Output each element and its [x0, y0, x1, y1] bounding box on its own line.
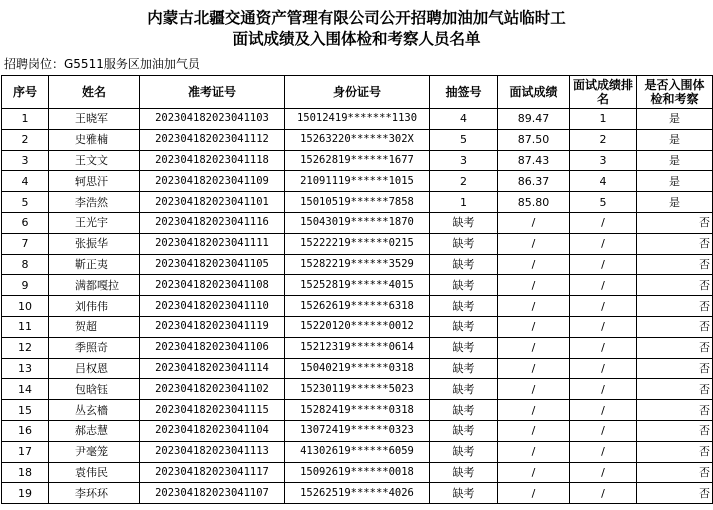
cell-score-rank: / [570, 337, 637, 358]
cell-id-card: 15263220******302X [285, 129, 430, 150]
cell-name: 郝志慧 [49, 420, 140, 441]
cell-interview-score: / [498, 358, 570, 379]
cell-selected: 否 [637, 358, 713, 379]
cell-name: 李环环 [49, 483, 140, 504]
cell-score-rank: / [570, 483, 637, 504]
cell-score-rank: / [570, 254, 637, 275]
cell-selected: 否 [637, 483, 713, 504]
cell-interview-score: 87.50 [498, 129, 570, 150]
cell-score-rank: / [570, 212, 637, 233]
cell-draw-number: 缺考 [430, 483, 498, 504]
cell-id-card: 41302619******6059 [285, 441, 430, 462]
cell-name: 刘伟伟 [49, 296, 140, 317]
cell-score-rank: / [570, 420, 637, 441]
cell-selected: 否 [637, 316, 713, 337]
cell-exam-id: 202304182023041111 [140, 233, 285, 254]
cell-exam-id: 202304182023041113 [140, 441, 285, 462]
position-label: 招聘岗位：G5511服务区加油加气员 [4, 57, 200, 71]
cell-score-rank: / [570, 296, 637, 317]
cell-interview-score: / [498, 379, 570, 400]
cell-exam-id: 202304182023041118 [140, 150, 285, 171]
header-no: 序号 [2, 76, 49, 109]
table-row [2, 400, 713, 421]
cell-draw-number: 4 [430, 109, 498, 130]
cell-score-rank: / [570, 441, 637, 462]
cell-draw-number: 缺考 [430, 358, 498, 379]
header-interview-score: 面试成绩 [498, 76, 570, 109]
table-row [2, 212, 713, 233]
cell-interview-score: / [498, 462, 570, 483]
cell-exam-id: 202304182023041116 [140, 212, 285, 233]
cell-no: 4 [2, 171, 49, 192]
cell-no: 14 [2, 379, 49, 400]
cell-id-card: 15040219******0318 [285, 358, 430, 379]
cell-selected: 否 [637, 462, 713, 483]
cell-interview-score: 85.80 [498, 192, 570, 213]
cell-name: 王晓军 [49, 109, 140, 130]
cell-name: 袁伟民 [49, 462, 140, 483]
cell-id-card: 15230119******5023 [285, 379, 430, 400]
cell-exam-id: 202304182023041106 [140, 337, 285, 358]
cell-exam-id: 202304182023041102 [140, 379, 285, 400]
cell-name: 史雅楠 [49, 129, 140, 150]
table-header-row [2, 76, 713, 109]
cell-interview-score: / [498, 400, 570, 421]
cell-exam-id: 202304182023041112 [140, 129, 285, 150]
cell-id-card: 15222219******0215 [285, 233, 430, 254]
cell-no: 16 [2, 420, 49, 441]
cell-interview-score: / [498, 316, 570, 337]
table-row [2, 316, 713, 337]
cell-interview-score: / [498, 483, 570, 504]
cell-id-card: 15262619******6318 [285, 296, 430, 317]
cell-exam-id: 202304182023041105 [140, 254, 285, 275]
cell-draw-number: 缺考 [430, 379, 498, 400]
cell-interview-score: / [498, 441, 570, 462]
cell-no: 17 [2, 441, 49, 462]
cell-interview-score: / [498, 254, 570, 275]
cell-name: 王光宇 [49, 212, 140, 233]
document-title-line2: 面试成绩及入围体检和考察人员名单 [232, 29, 481, 48]
table-row [2, 129, 713, 150]
cell-selected: 否 [637, 420, 713, 441]
cell-interview-score: 89.47 [498, 109, 570, 130]
cell-no: 9 [2, 275, 49, 296]
cell-id-card: 15043019******1870 [285, 212, 430, 233]
cell-selected: 否 [637, 337, 713, 358]
cell-no: 19 [2, 483, 49, 504]
cell-score-rank: 3 [570, 150, 637, 171]
cell-id-card: 13072419******0323 [285, 420, 430, 441]
document-title-line1: 内蒙古北疆交通资产管理有限公司公开招聘加油加气站临时工 [147, 8, 566, 27]
cell-score-rank: / [570, 275, 637, 296]
table-row [2, 254, 713, 275]
header-selected: 是否入围体检和考察 [637, 76, 713, 109]
cell-selected: 否 [637, 296, 713, 317]
cell-name: 李浩然 [49, 192, 140, 213]
cell-score-rank: / [570, 358, 637, 379]
cell-interview-score: / [498, 420, 570, 441]
cell-no: 5 [2, 192, 49, 213]
cell-interview-score: / [498, 212, 570, 233]
table-row [2, 441, 713, 462]
cell-score-rank: 1 [570, 109, 637, 130]
cell-no: 2 [2, 129, 49, 150]
cell-interview-score: / [498, 337, 570, 358]
cell-score-rank: 5 [570, 192, 637, 213]
header-score-rank: 面试成绩排名 [570, 76, 637, 109]
cell-selected: 否 [637, 212, 713, 233]
table-row [2, 296, 713, 317]
table-row [2, 379, 713, 400]
header-draw-number: 抽签号 [430, 76, 498, 109]
cell-score-rank: 4 [570, 171, 637, 192]
cell-no: 1 [2, 109, 49, 130]
table-row [2, 150, 713, 171]
cell-interview-score: 87.43 [498, 150, 570, 171]
cell-interview-score: / [498, 275, 570, 296]
cell-exam-id: 202304182023041101 [140, 192, 285, 213]
cell-draw-number: 1 [430, 192, 498, 213]
cell-interview-score: / [498, 233, 570, 254]
header-name: 姓名 [49, 76, 140, 109]
cell-id-card: 15282419******0318 [285, 400, 430, 421]
cell-score-rank: / [570, 462, 637, 483]
cell-draw-number: 5 [430, 129, 498, 150]
cell-selected: 是 [637, 171, 713, 192]
cell-id-card: 15262519******4026 [285, 483, 430, 504]
cell-selected: 否 [637, 400, 713, 421]
cell-exam-id: 202304182023041108 [140, 275, 285, 296]
cell-no: 11 [2, 316, 49, 337]
cell-score-rank: 2 [570, 129, 637, 150]
cell-draw-number: 缺考 [430, 296, 498, 317]
cell-draw-number: 缺考 [430, 233, 498, 254]
cell-draw-number: 2 [430, 171, 498, 192]
cell-name: 季照奇 [49, 337, 140, 358]
table-row [2, 192, 713, 213]
table-row [2, 420, 713, 441]
header-id-card: 身份证号 [285, 76, 430, 109]
cell-draw-number: 缺考 [430, 316, 498, 337]
cell-exam-id: 202304182023041103 [140, 109, 285, 130]
cell-no: 15 [2, 400, 49, 421]
cell-name: 靳正夷 [49, 254, 140, 275]
cell-id-card: 15010519******7858 [285, 192, 430, 213]
cell-selected: 否 [637, 275, 713, 296]
cell-exam-id: 202304182023041115 [140, 400, 285, 421]
cell-id-card: 15282219******3529 [285, 254, 430, 275]
cell-score-rank: / [570, 379, 637, 400]
cell-exam-id: 202304182023041117 [140, 462, 285, 483]
cell-selected: 否 [637, 379, 713, 400]
cell-score-rank: / [570, 233, 637, 254]
cell-draw-number: 3 [430, 150, 498, 171]
cell-interview-score: 86.37 [498, 171, 570, 192]
cell-no: 12 [2, 337, 49, 358]
cell-id-card: 15252819******4015 [285, 275, 430, 296]
cell-no: 13 [2, 358, 49, 379]
table-row [2, 483, 713, 504]
cell-no: 7 [2, 233, 49, 254]
cell-draw-number: 缺考 [430, 441, 498, 462]
cell-id-card: 15012419*******1130 [285, 109, 430, 130]
cell-id-card: 15262819******1677 [285, 150, 430, 171]
cell-id-card: 15220120******0012 [285, 316, 430, 337]
cell-exam-id: 202304182023041109 [140, 171, 285, 192]
table-row [2, 462, 713, 483]
cell-id-card: 15212319******0614 [285, 337, 430, 358]
cell-name: 轲思汗 [49, 171, 140, 192]
cell-draw-number: 缺考 [430, 337, 498, 358]
cell-selected: 否 [637, 233, 713, 254]
cell-interview-score: / [498, 296, 570, 317]
cell-name: 丛玄檣 [49, 400, 140, 421]
cell-exam-id: 202304182023041104 [140, 420, 285, 441]
cell-draw-number: 缺考 [430, 462, 498, 483]
cell-selected: 是 [637, 192, 713, 213]
cell-selected: 是 [637, 109, 713, 130]
cell-draw-number: 缺考 [430, 254, 498, 275]
cell-draw-number: 缺考 [430, 212, 498, 233]
table-row [2, 171, 713, 192]
cell-score-rank: / [570, 316, 637, 337]
table-row [2, 358, 713, 379]
cell-name: 吕权恩 [49, 358, 140, 379]
cell-draw-number: 缺考 [430, 400, 498, 421]
cell-no: 3 [2, 150, 49, 171]
table-row [2, 233, 713, 254]
cell-exam-id: 202304182023041110 [140, 296, 285, 317]
header-exam-id: 准考证号 [140, 76, 285, 109]
cell-exam-id: 202304182023041114 [140, 358, 285, 379]
cell-name: 贺超 [49, 316, 140, 337]
cell-name: 满都嘎拉 [49, 275, 140, 296]
cell-name: 王文文 [49, 150, 140, 171]
cell-no: 10 [2, 296, 49, 317]
cell-score-rank: / [570, 400, 637, 421]
cell-exam-id: 202304182023041107 [140, 483, 285, 504]
cell-id-card: 15092619******0018 [285, 462, 430, 483]
cell-no: 6 [2, 212, 49, 233]
cell-exam-id: 202304182023041119 [140, 316, 285, 337]
cell-name: 尹毫笼 [49, 441, 140, 462]
cell-no: 18 [2, 462, 49, 483]
cell-selected: 否 [637, 254, 713, 275]
cell-selected: 否 [637, 441, 713, 462]
cell-id-card: 21091119******1015 [285, 171, 430, 192]
cell-no: 8 [2, 254, 49, 275]
cell-name: 包晗钰 [49, 379, 140, 400]
table-row [2, 109, 713, 130]
cell-selected: 是 [637, 129, 713, 150]
cell-draw-number: 缺考 [430, 275, 498, 296]
cell-name: 张振华 [49, 233, 140, 254]
table-row [2, 337, 713, 358]
cell-draw-number: 缺考 [430, 420, 498, 441]
results-table [1, 75, 713, 504]
table-row [2, 275, 713, 296]
cell-selected: 是 [637, 150, 713, 171]
